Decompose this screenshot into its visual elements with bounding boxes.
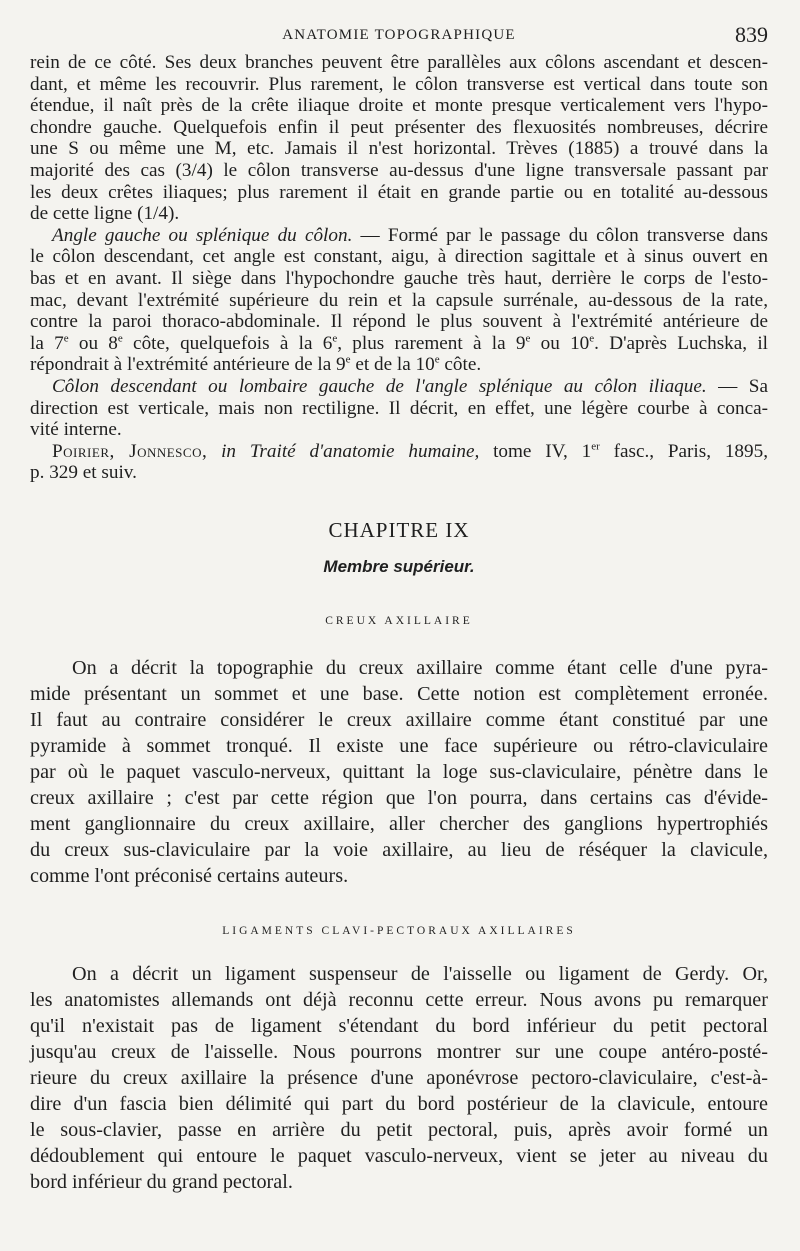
text-span: , plus rarement à la 9 [337, 332, 526, 354]
text-span: — Formé par le passage du côlon transverse dans [352, 224, 768, 246]
text-line: bas et en avant. Il siège dans l'hypochondre gauche très haut, derrière le corps de l'esto- [30, 267, 768, 289]
text-span: côte, quelquefois à la 6 [122, 332, 333, 354]
text-line: dire d'un fascia bien délimité qui part du bord postérieur de la clavicule, entoure [30, 1092, 768, 1115]
text-span: et de la 10 [350, 354, 435, 376]
text-line: jusqu'au creux de l'aisselle. Nous pourrons montrer sur une coupe antéro-posté- [30, 1040, 768, 1063]
text-line: On a décrit un ligament suspenseur de l'aisselle ou ligament de Gerdy. Or, [72, 962, 768, 985]
text-line: le côlon descendant, cet angle est constant, aigu, à direction sagittale et à sinus ouvert en [30, 246, 768, 268]
ligaments-paragraph [30, 961, 768, 1195]
text-span: ou 10 [530, 332, 590, 354]
text-line: vité interne. [30, 419, 122, 441]
text-line [30, 333, 768, 355]
superscript: e [589, 332, 595, 345]
text-line: dant, et même les recouvrir. Plus rarement, le côlon transverse est vertical dans toute son [30, 73, 768, 95]
text-span: — Sa [706, 375, 768, 397]
text-line: de cette ligne (1/4). [30, 203, 180, 225]
text-line: ment ganglionnaire du creux axillaire, aller chercher des ganglions hypertrophiés [30, 812, 768, 835]
page-number: 839 [735, 22, 768, 47]
text-line: chondre gauche. Quelquefois enfin il peut présenter des flexuosités nombreuses, décrire [30, 116, 768, 138]
text-line: creux axillaire ; c'est par cette région que l'on pourra, dans certains cas d'évide- [30, 786, 768, 809]
text-line [30, 354, 768, 376]
top-paragraph [30, 52, 768, 225]
chapter-title: CHAPITRE IX [328, 517, 470, 542]
text-line: rieure du creux axillaire la présence d'une aponévrose pectoro-claviculaire, c'est-à- [30, 1066, 768, 1089]
text-line: majorité des cas (3/4) le côlon transverse au-dessus d'une ligne transversale passant par [30, 159, 768, 181]
text-line: pyramide à sommet tronqué. Il existe une face supérieure ou rétro-claviculaire [30, 734, 768, 757]
colon-title: Côlon descendant ou lombaire gauche de l'angle splénique au côlon iliaque. [52, 375, 707, 397]
superscript: e [117, 332, 123, 345]
text-span: tome IV, 1 [479, 440, 592, 462]
text-span: répondrait à l'extrémité antérieure de la 9 [30, 354, 346, 376]
text-line: le sous-clavier, passe en arrière du petit pectoral, puis, après avoir formé un [30, 1118, 768, 1141]
text-line: On a décrit la topographie du creux axillaire comme étant celle d'une pyra- [72, 656, 768, 679]
text-line: qu'il n'existait pas de ligament s'étendant du bord inférieur du petit pectoral [30, 1014, 768, 1037]
running-title: ANATOMIE TOPOGRAPHIQUE [282, 27, 516, 43]
superscript: e [63, 332, 69, 345]
text-line: les deux crêtes iliaques; plus rarement il était en grande partie ou en totalité au-dessous [30, 181, 768, 203]
text-line: p. 329 et suiv. [30, 462, 137, 484]
superscript: e [434, 353, 440, 366]
text-line [30, 225, 768, 247]
text-line [30, 441, 768, 463]
creux-axillaire-paragraph [30, 655, 768, 889]
superscript: e [345, 353, 351, 366]
text-span: la 7 [30, 332, 64, 354]
text-line: les anatomistes allemands ont déjà reconnu cette erreur. Nous avons pu remarquer [30, 988, 768, 1011]
text-line: comme l'ont préconisé certains auteurs. [30, 864, 349, 887]
colon-paragraph [30, 376, 768, 441]
text-line: bord inférieur du grand pectoral. [30, 1170, 293, 1193]
text-line: mide présentant un sommet et une base. Cette notion est complètement erronée. [30, 682, 768, 705]
text-line [30, 376, 768, 398]
text-line: rein de ce côté. Ses deux branches peuvent être parallèles aux côlons ascendant et descen- [30, 52, 768, 73]
section-heading: LIGAMENTS CLAVI-PECTORAUX AXILLAIRES [222, 924, 576, 937]
superscript: er [591, 440, 600, 453]
text-span: ou 8 [68, 332, 118, 354]
text-line: par où le paquet vasculo-nerveux, quittant la loge sus-claviculaire, pénètre dans le [30, 760, 768, 783]
angle-title: Angle gauche ou splénique du côlon. [52, 224, 353, 246]
text-line: du creux sus-claviculaire par la voie axillaire, au lieu de réséquer la clavicule, [30, 838, 768, 861]
text-span: . D'après Luchska, il [594, 332, 768, 354]
angle-paragraph [30, 225, 768, 376]
reference-work: Traité d'anatomie humaine, [249, 440, 480, 462]
reference-paragraph [30, 441, 768, 484]
superscript: e [332, 332, 338, 345]
text-line: étendue, il naît près de la crête iliaque droite et monte presque verticalement vers l'hypo- [30, 95, 768, 117]
text-line: contre la paroi thoraco-abdominale. Il répond le plus souvent à l'extrémité antérieure de [30, 311, 768, 333]
text-line: Il faut au contraire considérer le creux axillaire comme étant constitué par une [30, 708, 768, 731]
text-line: une S ou même une M, etc. Jamais il n'est horizontal. Trèves (1885) a trouvé dans la [30, 138, 768, 160]
text-line: mac, devant l'extrémité supérieure du rein et la capsule surrénale, au-dessous de la rate, [30, 289, 768, 311]
text-span: côte. [439, 354, 482, 376]
text-span: fasc., Paris, 1895, [599, 440, 769, 462]
running-header [30, 0, 768, 52]
chapter-subtitle: Membre supérieur. [323, 556, 475, 576]
text-span: in [207, 440, 250, 462]
section-heading: CREUX AXILLAIRE [325, 614, 473, 627]
text-line: direction est verticale, mais non rectiligne. Il décrit, en effet, une légère courbe à conca- [30, 397, 768, 419]
reference-authors: Poirier, Jonnesco, [52, 440, 208, 462]
text-line: dédoublement qui entoure le paquet vasculo-nerveux, vient se jeter au niveau du [30, 1144, 768, 1167]
superscript: e [525, 332, 531, 345]
